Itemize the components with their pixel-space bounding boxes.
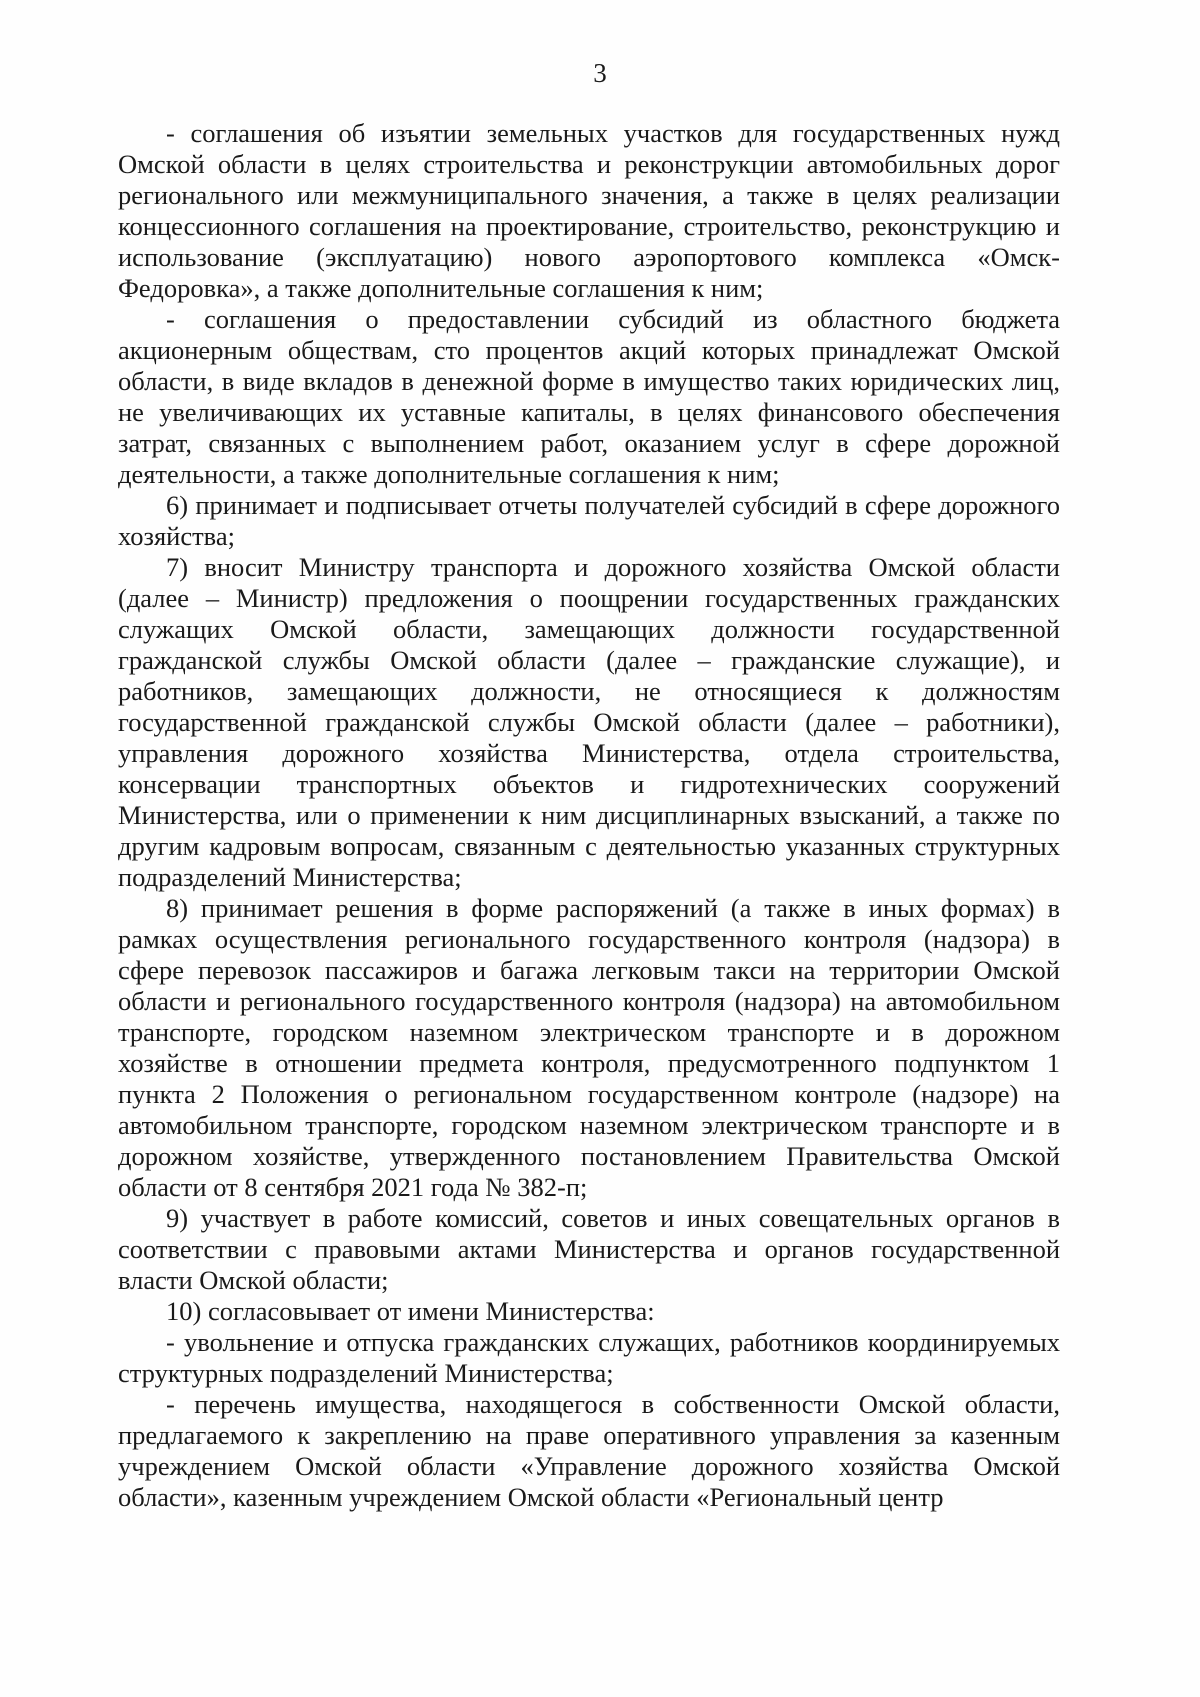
paragraph-property-list: - перечень имущества, находящегося в собственности Омской области, предлагаемого к закреплению на праве оперативного управления за казенным учреждением Омской области «Управление дорожного хозяйства Омской области», казенным учреждением Омской области «Региональный центр	[118, 1389, 1060, 1512]
document-body	[118, 118, 1060, 1513]
paragraph-item-6: 6) принимает и подписывает отчеты получателей субсидий в сфере дорожного хозяйства;	[118, 490, 1060, 551]
paragraph-item-9: 9) участвует в работе комиссий, советов и иных совещательных органов в соответствии с правовыми актами Министерства и органов государственной власти Омской области;	[118, 1203, 1060, 1295]
paragraph-dismissal-vacations: - увольнение и отпуска гражданских служащих, работников координируемых структурных подразделений Министерства;	[118, 1327, 1060, 1388]
paragraph-agreements-land: - соглашения об изъятии земельных участков для государственных нужд Омской области в целях строительства и реконструкции автомобильных дорог регионального или межмуниципального значения, а также в целях реализации концессионного соглашения на проектирование, строительство, реконструкцию и использование (эксплуатацию) нового аэропортового комплекса «Омск-Федоровка», а также дополнительные соглашения к ним;	[118, 118, 1060, 303]
paragraph-agreements-subsidies: - соглашения о предоставлении субсидий из областного бюджета акционерным обществам, сто процентов акций которых принадлежат Омской области, в виде вкладов в денежной форме в имущество таких юридических лиц, не увеличивающих их уставные капиталы, в целях финансового обеспечения затрат, связанных с выполнением работ, оказанием услуг в сфере дорожной деятельности, а также дополнительные соглашения к ним;	[118, 304, 1060, 489]
paragraph-item-10: 10) согласовывает от имени Министерства:	[166, 1296, 655, 1326]
paragraph-item-8: 8) принимает решения в форме распоряжений (а также в иных формах) в рамках осуществления регионального государственного контроля (надзора) в сфере перевозок пассажиров и багажа легковым такси на территории Омской области и регионального государственного контроля (надзора) на автомобильном транспорте, городском наземном электрическом транспорте и в дорожном хозяйстве в отношении предмета контроля, предусмотренного подпунктом 1 пункта 2 Положения о региональном государственном контроле (надзоре) на автомобильном транспорте, городском наземном электрическом транспорте и в дорожном хозяйстве, утвержденного постановлением Правительства Омской области от 8 сентября 2021 года № 382-п;	[118, 893, 1060, 1202]
paragraph-item-7: 7) вносит Министру транспорта и дорожного хозяйства Омской области (далее – Министр) предложения о поощрении государственных гражданских служащих Омской области, замещающих должности государственной гражданской службы Омской области (далее – гражданские служащие), и работников, замещающих должности, не относящиеся к должностям государственной гражданской службы Омской области (далее – работники), управления дорожного хозяйства Министерства, отдела строительства, консервации транспортных объектов и гидротехнических сооружений Министерства, или о применении к ним дисциплинарных взысканий, а также по другим кадровым вопросам, связанным с деятельностью указанных структурных подразделений Министерства;	[118, 552, 1060, 892]
page-number: 3	[593, 58, 607, 88]
